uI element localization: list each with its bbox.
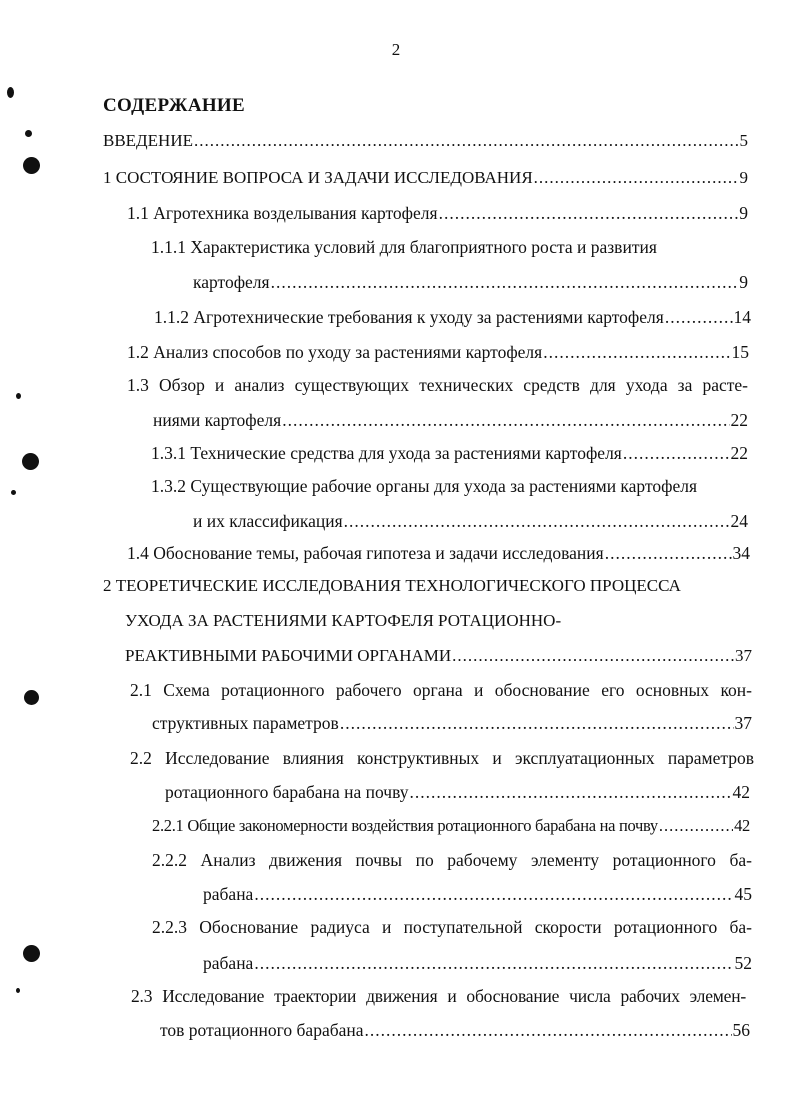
- toc-page: 34: [732, 543, 750, 563]
- toc-leader: [605, 541, 732, 565]
- toc-label: 2.2.1 Общие закономерности воздействия ротационного барабана на почву: [152, 816, 658, 835]
- toc-entry-1-1[interactable]: [127, 201, 748, 225]
- toc-leader: [340, 711, 734, 735]
- toc-label: и их классификация: [193, 511, 343, 531]
- toc-entry-1-1-1-line1[interactable]: 1.1.1 Характеристика условий для благоприятного роста и развития: [151, 237, 657, 257]
- toc-leader: [282, 408, 729, 432]
- toc-page: 5: [739, 131, 748, 150]
- toc-entry-ch2-line1[interactable]: 2 ТЕОРЕТИЧЕСКИЕ ИССЛЕДОВАНИЯ ТЕХНОЛОГИЧЕСКОГО ПРОЦЕССА: [103, 576, 681, 595]
- toc-leader: [543, 340, 730, 364]
- toc-entry-2-2-3-line2[interactable]: [203, 951, 752, 975]
- toc-leader: [439, 201, 739, 225]
- toc-label: рабана: [203, 953, 254, 973]
- page-title: СОДЕРЖАНИЕ: [103, 95, 245, 116]
- punch-mark: [25, 130, 32, 137]
- toc-entry-2-3-line2[interactable]: [160, 1018, 750, 1042]
- toc-leader: [409, 780, 731, 804]
- toc-entry-1-3-2-line2[interactable]: [193, 509, 748, 533]
- toc-page: 37: [735, 646, 752, 665]
- toc-entry-ch2-line3[interactable]: [125, 644, 752, 668]
- toc-page: 22: [730, 410, 748, 430]
- toc-label: РЕАКТИВНЫМИ РАБОЧИМИ ОРГАНАМИ: [125, 646, 452, 665]
- toc-leader: [534, 166, 739, 190]
- toc-leader: [344, 509, 730, 533]
- toc-label: картофеля: [193, 272, 270, 292]
- toc-label: структивных параметров: [152, 713, 339, 733]
- toc-page: 45: [734, 884, 752, 904]
- toc-label: тов ротационного барабана: [160, 1020, 364, 1040]
- toc-label: рабана: [203, 884, 254, 904]
- toc-page: 42: [734, 816, 750, 835]
- toc-entry-2-3-line1[interactable]: 2.3 Исследование траектории движения и обоснование числа рабочих элемен-: [131, 986, 746, 1006]
- toc-entry-1-2[interactable]: [127, 340, 749, 364]
- toc-leader: [665, 305, 733, 329]
- toc-label: 1 СОСТОЯНИЕ ВОПРОСА И ЗАДАЧИ ИССЛЕДОВАНИЯ: [103, 168, 533, 187]
- toc-leader: [623, 441, 730, 465]
- toc-entry-ch1[interactable]: [103, 166, 748, 190]
- toc-page: 9: [739, 203, 748, 223]
- toc-label: 1.4 Обоснование темы, рабочая гипотеза и задачи исследования: [127, 543, 604, 563]
- toc-leader: [194, 129, 739, 153]
- page-number: 2: [391, 40, 401, 59]
- punch-mark: [16, 393, 21, 399]
- toc-entry-2-1-line2[interactable]: [152, 711, 752, 735]
- punch-mark: [22, 453, 39, 470]
- toc-leader: [365, 1018, 732, 1042]
- punch-mark: [23, 945, 40, 962]
- toc-page: 22: [730, 443, 748, 463]
- toc-entry-intro[interactable]: [103, 129, 748, 153]
- punch-mark: [23, 157, 40, 174]
- toc-entry-1-3-1[interactable]: [151, 441, 748, 465]
- toc-leader: [659, 814, 733, 838]
- toc-leader: [452, 644, 734, 668]
- toc-page: 14: [733, 307, 751, 327]
- toc-leader: [254, 882, 733, 906]
- toc-entry-2-2-3-line1[interactable]: 2.2.3 Обоснование радиуса и поступательной скорости ротационного ба-: [152, 917, 752, 937]
- toc-label: ниями картофеля: [153, 410, 282, 430]
- toc-page: 15: [731, 342, 749, 362]
- toc-page: 24: [730, 511, 748, 531]
- toc-entry-1-1-1-line2[interactable]: [193, 270, 748, 294]
- toc-entry-1-3-line2[interactable]: [153, 408, 748, 432]
- punch-mark: [16, 988, 20, 993]
- toc-leader: [271, 270, 739, 294]
- toc-page: 9: [739, 168, 748, 187]
- toc-page: 56: [732, 1020, 750, 1040]
- toc-page: 37: [734, 713, 752, 733]
- toc-label: 1.1.2 Агротехнические требования к уходу за растениями картофеля: [154, 307, 664, 327]
- punch-mark: [7, 87, 14, 98]
- toc-entry-1-1-2[interactable]: [154, 305, 751, 329]
- toc-entry-2-2-2-line1[interactable]: 2.2.2 Анализ движения почвы по рабочему элементу ротационного ба-: [152, 850, 752, 870]
- toc-entry-2-1-line1[interactable]: 2.1 Схема ротационного рабочего органа и обоснование его основных кон-: [130, 680, 752, 700]
- toc-label: ротационного барабана на почву: [165, 782, 409, 802]
- toc-entry-ch2-line2[interactable]: УХОДА ЗА РАСТЕНИЯМИ КАРТОФЕЛЯ РОТАЦИОННО-: [125, 611, 562, 630]
- toc-page: 42: [732, 782, 750, 802]
- toc-label: ВВЕДЕНИЕ: [103, 131, 193, 150]
- toc-label: 1.2 Анализ способов по уходу за растениями картофеля: [127, 342, 543, 362]
- toc-entry-2-2-line2[interactable]: [165, 780, 750, 804]
- toc-label: 1.1 Агротехника возделывания картофеля: [127, 203, 438, 223]
- toc-page: 9: [739, 272, 748, 292]
- toc-entry-1-3-2-line1[interactable]: 1.3.2 Существующие рабочие органы для ухода за растениями картофеля: [151, 476, 698, 496]
- punch-mark: [24, 690, 39, 705]
- toc-entry-2-2-1[interactable]: [152, 814, 750, 838]
- punch-mark: [11, 490, 16, 495]
- toc-entry-2-2-line1[interactable]: 2.2 Исследование влияния конструктивных и эксплуатационных параметров: [130, 748, 754, 768]
- toc-entry-1-4[interactable]: [127, 541, 750, 565]
- toc-entry-1-3-line1[interactable]: 1.3 Обзор и анализ существующих технических средств для ухода за расте-: [127, 375, 748, 395]
- toc-entry-2-2-2-line2[interactable]: [203, 882, 752, 906]
- toc-page: 52: [734, 953, 752, 973]
- toc-label: 1.3.1 Технические средства для ухода за растениями картофеля: [151, 443, 622, 463]
- toc-leader: [254, 951, 733, 975]
